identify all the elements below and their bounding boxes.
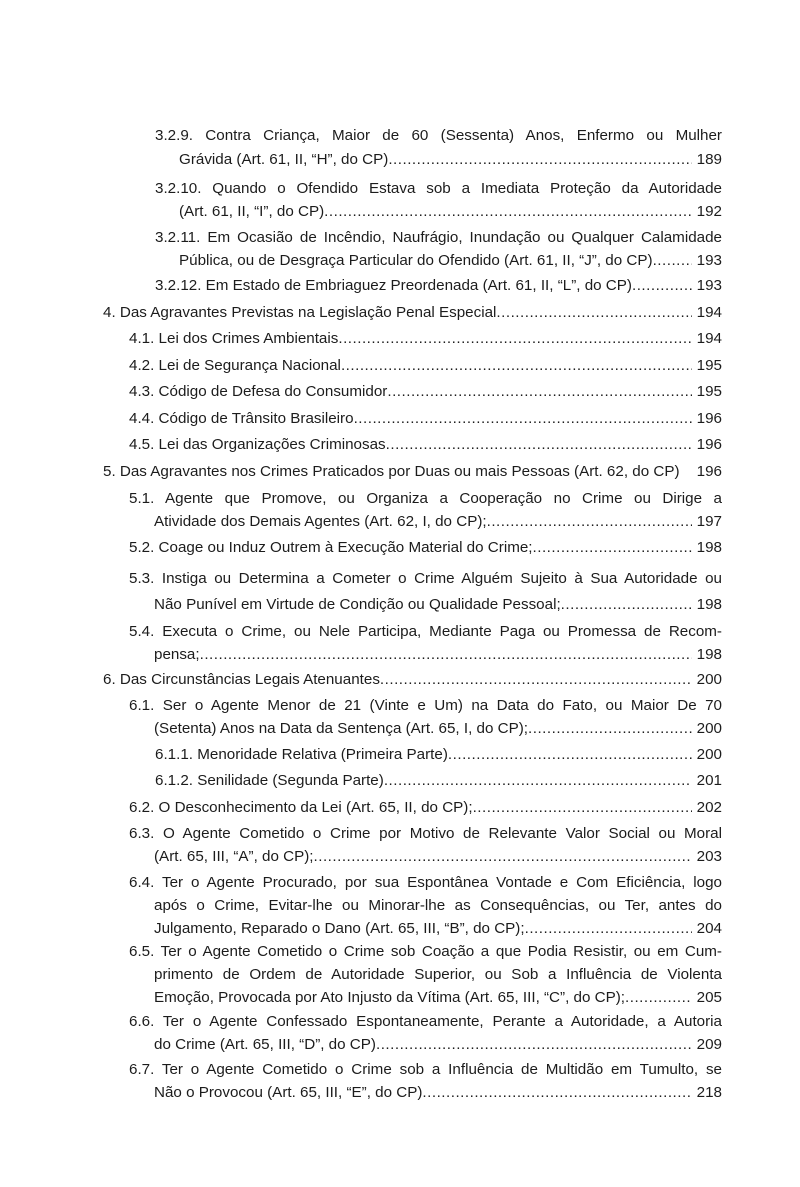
page-number: 192: [696, 203, 722, 220]
page-number: 194: [696, 330, 722, 347]
toc-entry-text: 4.1. Lei dos Crimes Ambientais: [129, 330, 339, 347]
dot-leader: [386, 433, 692, 456]
dot-leader: [561, 592, 692, 618]
toc-entry: [129, 620, 722, 666]
toc-entry-text: Não o Provocou (Art. 65, III, “E”, do CP): [154, 1084, 423, 1101]
toc-entry-text: Emoção, Provocada por Ato Injusto da Vítima (Art. 65, III, “C”, do CP);: [154, 989, 626, 1006]
toc-entry-text: (Art. 65, III, “A”, do CP);: [154, 848, 314, 865]
page-number: 197: [696, 513, 722, 530]
toc-entry: [155, 769, 722, 792]
page-number: 198: [696, 646, 722, 663]
toc-entry: [129, 796, 722, 819]
dot-leader: [200, 643, 692, 666]
toc-entry-text: 6.3. O Agente Cometido o Crime por Motivo de Relevante Valor Social ou Moral: [129, 825, 722, 842]
toc-entry: [129, 380, 722, 403]
toc-entry-text: 4.2. Lei de Segurança Nacional: [129, 357, 341, 374]
toc-entry-text: (Art. 61, II, “I”, do CP): [179, 203, 325, 220]
dot-leader: [473, 796, 692, 819]
dot-leader: [380, 668, 692, 691]
dot-leader: [387, 380, 692, 403]
toc-entry: [129, 694, 722, 740]
toc-entry-text: primento de Ordem de Autoridade Superior, ou Sob a Influência de Violenta: [154, 966, 722, 983]
toc-entry-text: 6.6. Ter o Agente Confessado Espontaneamente, Perante a Autoridade, a Autoria: [129, 1013, 722, 1030]
toc-entry-text: 3.2.10. Quando o Ofendido Estava sob a Imediata Proteção da Autoridade: [155, 180, 722, 197]
page-number: 196: [696, 436, 722, 453]
toc-entry-text: pensa;: [154, 646, 200, 663]
dot-leader: [448, 743, 692, 766]
toc-entry: [129, 327, 722, 350]
dot-leader: [487, 510, 692, 533]
toc-entry: [155, 226, 722, 272]
toc-entry-text: 3.2.12. Em Estado de Embriaguez Preordenada (Art. 61, II, “L”, do CP): [155, 277, 632, 294]
toc-entry: [129, 354, 722, 377]
toc-entry: [155, 177, 722, 223]
dot-leader: [525, 917, 692, 940]
toc-entry-text: 4.3. Código de Defesa do Consumidor: [129, 383, 388, 400]
toc-entry: [129, 1058, 722, 1104]
page-number: 198: [696, 539, 722, 556]
page-number: 194: [696, 304, 722, 321]
toc-entry-text: 5. Das Agravantes nos Crimes Praticados por Duas ou mais Pessoas (Art. 62, do CP): [103, 463, 680, 480]
toc-entry-text: do Crime (Art. 65, III, “D”, do CP): [154, 1036, 376, 1053]
toc-entry: [103, 460, 722, 483]
toc-entry-text: após o Crime, Evitar-lhe ou Minorar-lhe as Consequências, ou Ter, antes do: [154, 897, 722, 914]
toc-entry-text: Julgamento, Reparado o Dano (Art. 65, III, “B”, do CP);: [154, 920, 525, 937]
dot-leader: [528, 717, 692, 740]
toc-entry: [129, 871, 722, 940]
dot-leader: [496, 301, 692, 324]
dot-leader: [422, 1081, 692, 1104]
dot-leader: [338, 327, 692, 350]
dot-leader: [388, 147, 692, 173]
toc-entry-text: Grávida (Art. 61, II, “H”, do CP): [179, 151, 389, 168]
page-number: 203: [696, 848, 722, 865]
toc-entry-text: (Setenta) Anos na Data da Sentença (Art. 65, I, do CP);: [154, 720, 528, 737]
page-number: 200: [696, 671, 722, 688]
toc-entry-text: 6.5. Ter o Agente Cometido o Crime sob Coação a que Podia Resistir, ou em Cum-: [129, 943, 722, 960]
toc-entry: [129, 487, 722, 533]
toc-entry: [155, 743, 722, 766]
page-number: 196: [696, 410, 722, 427]
page-number: 200: [696, 720, 722, 737]
toc-entry-text: 5.1. Agente que Promove, ou Organiza a Cooperação no Crime ou Dirige a: [129, 490, 722, 507]
toc-entry-text: Pública, ou de Desgraça Particular do Ofendido (Art. 61, II, “J”, do CP): [179, 252, 653, 269]
dot-leader: [384, 769, 692, 792]
dot-leader: [354, 407, 692, 430]
page-number: 193: [696, 277, 722, 294]
toc-entry-text: 5.2. Coage ou Induz Outrem à Execução Material do Crime;: [129, 539, 533, 556]
toc-entry: [103, 668, 722, 691]
toc-entry-text: 4. Das Agravantes Previstas na Legislação Penal Especial: [103, 304, 497, 321]
dot-leader: [314, 845, 692, 868]
page-number: 198: [696, 596, 722, 613]
page-number: 202: [696, 799, 722, 816]
toc-entry-text: 4.5. Lei das Organizações Criminosas: [129, 436, 386, 453]
toc-entry: [129, 822, 722, 868]
dot-leader: [341, 354, 692, 377]
page-number: 201: [696, 772, 722, 789]
dot-leader: [653, 249, 692, 272]
toc-entry: [129, 433, 722, 456]
page-number: 193: [696, 252, 722, 269]
toc-entry-text: Não Punível em Virtude de Condição ou Qualidade Pessoal;: [154, 596, 561, 613]
toc-entry: [129, 940, 722, 1009]
toc-entry: [155, 274, 722, 297]
toc-entry-text: 6.2. O Desconhecimento da Lei (Art. 65, II, do CP);: [129, 799, 473, 816]
toc-entry-text: 6.1.2. Senilidade (Segunda Parte): [155, 772, 384, 789]
toc-entry: [129, 536, 722, 559]
dot-leader: [324, 200, 692, 223]
toc-entry: [103, 301, 722, 324]
toc-entry-text: 5.3. Instiga ou Determina a Cometer o Crime Alguém Sujeito à Sua Autoridade ou: [129, 570, 722, 587]
page-number: 195: [696, 383, 722, 400]
toc-entry: [129, 1010, 722, 1056]
toc-entry-text: 6.4. Ter o Agente Procurado, por sua Espontânea Vontade e Com Eficiência, logo: [129, 874, 722, 891]
toc-entry-text: 4.4. Código de Trânsito Brasileiro: [129, 410, 354, 427]
page-number: 218: [696, 1084, 722, 1101]
page-number: 196: [696, 463, 722, 480]
page-number: 209: [696, 1036, 722, 1053]
toc-entry-text: 5.4. Executa o Crime, ou Nele Participa, Mediante Paga ou Promessa de Recom-: [129, 623, 722, 640]
page-number: 195: [696, 357, 722, 374]
dot-leader: [376, 1033, 692, 1056]
toc-entry: [129, 407, 722, 430]
page-number: 204: [696, 920, 722, 937]
dot-leader: [533, 536, 692, 559]
page-number: 189: [696, 151, 722, 168]
toc-entry-text: 6. Das Circunstâncias Legais Atenuantes: [103, 671, 380, 688]
toc-entry-text: 6.1.1. Menoridade Relativa (Primeira Parte): [155, 746, 448, 763]
dot-leader: [625, 986, 692, 1009]
dot-leader: [632, 274, 692, 297]
toc-entry-text: 3.2.9. Contra Criança, Maior de 60 (Sessenta) Anos, Enfermo ou Mulher: [155, 127, 722, 144]
page-number: 200: [696, 746, 722, 763]
toc-entry: [155, 124, 722, 173]
toc-entry-text: 6.7. Ter o Agente Cometido o Crime sob a Influência de Multidão em Tumulto, se: [129, 1061, 722, 1078]
toc-entry-text: 6.1. Ser o Agente Menor de 21 (Vinte e Um) na Data do Fato, ou Maior De 70: [129, 697, 722, 714]
page-number: 205: [696, 989, 722, 1006]
toc-entry-text: Atividade dos Demais Agentes (Art. 62, I, do CP);: [154, 513, 487, 530]
toc-entry-text: 3.2.11. Em Ocasião de Incêndio, Naufrágio, Inundação ou Qualquer Calamidade: [155, 229, 722, 246]
toc-entry: [129, 566, 722, 618]
